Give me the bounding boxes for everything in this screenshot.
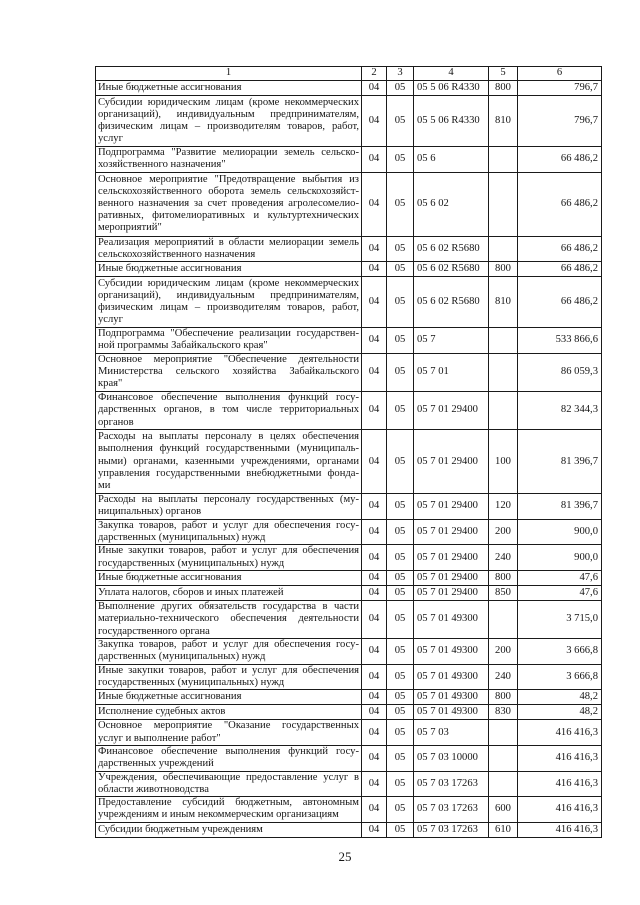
section-code-cell: 04 [362, 746, 387, 772]
text-line: хозяйственного назначения" [98, 159, 226, 171]
amount-cell: 66 486,2 [518, 237, 602, 263]
column-header-4: 4 [414, 67, 489, 81]
target-article-code-cell: 05 6 02 R5680 [414, 237, 489, 263]
section-code-cell: 04 [362, 586, 387, 601]
text-line: физическим лицам – производителям товаров, работ, [98, 121, 359, 132]
amount-cell: 48,2 [518, 690, 602, 705]
text-line: Министерства сельского хозяйства Забайкальского [98, 366, 359, 378]
text-line: Основное мероприятие "Предотвращение выбытия из [98, 173, 359, 185]
text-line: государственного органа [98, 625, 210, 637]
amount-cell: 416 416,3 [518, 746, 602, 772]
row-name-cell [96, 262, 362, 277]
expense-type-code-cell [489, 147, 518, 173]
row-name-cell [96, 720, 362, 746]
text-line: Закупка товаров, работ и услуг для обеспечения госу- [98, 639, 359, 651]
table-row [96, 665, 602, 691]
subsection-code-cell: 05 [387, 746, 414, 772]
subsection-code-cell: 05 [387, 705, 414, 720]
text-line: управления государственными внебюджетными фонда- [98, 467, 359, 479]
section-code-cell: 04 [362, 392, 387, 430]
table-row [96, 237, 602, 263]
section-code-cell: 04 [362, 639, 387, 665]
subsection-code-cell: 05 [387, 354, 414, 392]
text-line: Иные бюджетные ассигнования [98, 81, 242, 93]
row-name-text [98, 639, 359, 663]
target-article-code-cell: 05 7 01 49300 [414, 705, 489, 720]
subsection-code-cell: 05 [387, 665, 414, 691]
subsection-code-cell: 05 [387, 823, 414, 838]
section-code-cell: 04 [362, 571, 387, 586]
section-code-cell: 04 [362, 797, 387, 823]
column-header-1: 1 [96, 67, 362, 81]
table-row [96, 96, 602, 147]
row-name-text [98, 431, 359, 492]
expense-type-code-cell [489, 237, 518, 263]
text-line: Субсидии юридическим лицам (кроме некоммерческих [98, 96, 359, 108]
amount-cell: 81 396,7 [518, 494, 602, 520]
amount-cell: 66 486,2 [518, 173, 602, 237]
row-name-text [98, 572, 359, 584]
amount-cell: 3 715,0 [518, 601, 602, 639]
target-article-code-cell: 05 5 06 R4330 [414, 96, 489, 147]
text-line: государственных (муниципальных) нужд [98, 557, 285, 569]
table-row [96, 262, 602, 277]
expense-type-code-cell: 800 [489, 571, 518, 586]
row-name-cell [96, 520, 362, 546]
subsection-code-cell: 05 [387, 639, 414, 665]
subsection-code-cell: 05 [387, 545, 414, 571]
text-line: услуг [98, 133, 123, 145]
row-name-text [98, 392, 359, 429]
expense-type-code-cell: 850 [489, 586, 518, 601]
column-header-6: 6 [518, 67, 602, 81]
row-name-cell [96, 328, 362, 354]
table-row [96, 720, 602, 746]
text-line: Уплата налогов, сборов и иных платежей [98, 586, 284, 598]
amount-cell: 533 866,6 [518, 328, 602, 354]
target-article-code-cell: 05 5 06 R4330 [414, 81, 489, 96]
subsection-code-cell: 05 [387, 81, 414, 96]
row-name-text [98, 97, 359, 146]
text-line: дарственных (муниципальных) нужд [98, 532, 266, 544]
text-line: организаций), индивидуальным предпринимателям, [98, 289, 359, 301]
text-line: услуг и выполнение работ" [98, 732, 221, 744]
row-name-cell [96, 147, 362, 173]
column-header-3: 3 [387, 67, 414, 81]
text-line: Реализация мероприятий в области мелиорации земель [98, 236, 359, 248]
row-name-cell [96, 277, 362, 328]
text-line: Закупка товаров, работ и услуг для обеспечения госу- [98, 519, 359, 531]
amount-cell: 416 416,3 [518, 823, 602, 838]
target-article-code-cell: 05 6 02 [414, 173, 489, 237]
section-code-cell: 04 [362, 262, 387, 277]
section-code-cell: 04 [362, 545, 387, 571]
row-name-text [98, 545, 359, 569]
text-line: дарственных органов, в том числе территориальных [98, 404, 359, 416]
expense-type-code-cell: 600 [489, 797, 518, 823]
row-name-text [98, 797, 359, 821]
subsection-code-cell: 05 [387, 392, 414, 430]
row-name-cell [96, 173, 362, 237]
subsection-code-cell: 05 [387, 772, 414, 798]
row-name-text [98, 824, 359, 836]
expense-type-code-cell: 800 [489, 81, 518, 96]
amount-cell: 47,6 [518, 571, 602, 586]
text-line: сельскохозяйственного назначения [98, 248, 256, 260]
table-row [96, 690, 602, 705]
row-name-text [98, 328, 359, 352]
text-line: Субсидии бюджетным учреждениям [98, 823, 263, 835]
row-name-text [98, 494, 359, 518]
section-code-cell: 04 [362, 772, 387, 798]
text-line: Расходы на выплаты персоналу государственных (му- [98, 494, 359, 506]
expense-type-code-cell [489, 392, 518, 430]
row-name-text [98, 354, 359, 391]
section-code-cell: 04 [362, 601, 387, 639]
text-line: физическим лицам – производителям товаров, работ, [98, 302, 359, 314]
target-article-code-cell: 05 7 01 29400 [414, 520, 489, 546]
text-line: области животноводства [98, 783, 209, 795]
table-row [96, 147, 602, 173]
expense-type-code-cell [489, 328, 518, 354]
amount-cell: 3 666,8 [518, 665, 602, 691]
expense-type-code-cell: 120 [489, 494, 518, 520]
text-line: выполнения функций государственными (муниципаль- [98, 443, 359, 455]
target-article-code-cell: 05 7 01 29400 [414, 571, 489, 586]
target-article-code-cell: 05 7 [414, 328, 489, 354]
row-name-text [98, 601, 359, 638]
target-article-code-cell: 05 6 02 R5680 [414, 262, 489, 277]
section-code-cell: 04 [362, 494, 387, 520]
table-row [96, 392, 602, 430]
section-code-cell: 04 [362, 665, 387, 691]
text-line: Исполнение судебных актов [98, 706, 226, 718]
text-line: органов [98, 416, 134, 428]
section-code-cell: 04 [362, 237, 387, 263]
text-line: Иные закупки товаров, работ и услуг для обеспечения [98, 664, 359, 676]
amount-cell: 3 666,8 [518, 639, 602, 665]
text-line: сельскохозяйственного оборота земель сельскохозяйст- [98, 185, 359, 197]
row-name-cell [96, 586, 362, 601]
expense-type-code-cell: 240 [489, 545, 518, 571]
amount-cell: 796,7 [518, 96, 602, 147]
row-name-text [98, 237, 359, 261]
expense-type-code-cell: 100 [489, 430, 518, 494]
row-name-cell [96, 571, 362, 586]
subsection-code-cell: 05 [387, 494, 414, 520]
target-article-code-cell: 05 7 01 29400 [414, 586, 489, 601]
expense-type-code-cell: 200 [489, 520, 518, 546]
section-code-cell: 04 [362, 173, 387, 237]
expense-type-code-cell: 200 [489, 639, 518, 665]
section-code-cell: 04 [362, 520, 387, 546]
text-line: организаций), индивидуальным предпринимателям, [98, 108, 359, 120]
table-row [96, 772, 602, 798]
section-code-cell: 04 [362, 705, 387, 720]
table-row [96, 797, 602, 823]
table-row [96, 520, 602, 546]
subsection-code-cell: 05 [387, 797, 414, 823]
row-name-cell [96, 665, 362, 691]
target-article-code-cell: 05 7 01 29400 [414, 430, 489, 494]
table-row [96, 639, 602, 665]
target-article-code-cell: 05 7 01 29400 [414, 545, 489, 571]
subsection-code-cell: 05 [387, 237, 414, 263]
row-name-text [98, 520, 359, 544]
subsection-code-cell: 05 [387, 720, 414, 746]
column-header-5: 5 [489, 67, 518, 81]
expense-type-code-cell [489, 173, 518, 237]
amount-cell: 86 059,3 [518, 354, 602, 392]
text-line: государственных (муниципальных) нужд [98, 677, 285, 689]
row-name-text [98, 746, 359, 770]
section-code-cell: 04 [362, 354, 387, 392]
target-article-code-cell: 05 7 01 49300 [414, 665, 489, 691]
text-line: Финансовое обеспечение выполнения функций госу- [98, 392, 359, 404]
text-line: дарственных учреждений [98, 758, 214, 770]
row-name-cell [96, 96, 362, 147]
row-name-cell [96, 797, 362, 823]
expense-type-code-cell: 810 [489, 96, 518, 147]
text-line: ративных, фитомелиоративных и культуртехнических [98, 210, 359, 222]
table-row [96, 494, 602, 520]
amount-cell: 82 344,3 [518, 392, 602, 430]
text-line: Иные закупки товаров, работ и услуг для обеспечения [98, 545, 359, 557]
text-line: Предоставление субсидий бюджетным, автономным [98, 797, 359, 809]
expense-type-code-cell: 240 [489, 665, 518, 691]
section-code-cell: 04 [362, 81, 387, 96]
table-row [96, 354, 602, 392]
amount-cell: 66 486,2 [518, 262, 602, 277]
target-article-code-cell: 05 7 03 10000 [414, 746, 489, 772]
row-name-cell [96, 690, 362, 705]
row-name-cell [96, 237, 362, 263]
amount-cell: 416 416,3 [518, 797, 602, 823]
target-article-code-cell: 05 7 03 17263 [414, 797, 489, 823]
row-name-text [98, 691, 359, 703]
row-name-cell [96, 639, 362, 665]
row-name-cell [96, 494, 362, 520]
expense-type-code-cell [489, 354, 518, 392]
text-line: дарственных (муниципальных) нужд [98, 651, 266, 663]
budget-table [95, 66, 602, 838]
amount-cell: 47,6 [518, 586, 602, 601]
table-row [96, 81, 602, 96]
expense-type-code-cell [489, 772, 518, 798]
target-article-code-cell: 05 7 01 49300 [414, 690, 489, 705]
text-line: ной программы Забайкальского края" [98, 340, 268, 352]
row-name-cell [96, 545, 362, 571]
target-article-code-cell: 05 7 01 49300 [414, 639, 489, 665]
text-line: Выполнение других обязательств государства в части [98, 601, 359, 613]
subsection-code-cell: 05 [387, 586, 414, 601]
expense-type-code-cell: 830 [489, 705, 518, 720]
text-line: венного назначения за счет проведения агролесомелио- [98, 197, 359, 209]
table-row [96, 545, 602, 571]
text-line: Подпрограмма "Развитие мелиорации земель сельско- [98, 147, 359, 159]
expense-type-code-cell: 800 [489, 262, 518, 277]
table-row [96, 823, 602, 838]
row-name-text [98, 278, 359, 327]
table-row [96, 601, 602, 639]
row-name-cell [96, 392, 362, 430]
text-line: ными) органами, казенными учреждениями, органами [98, 455, 359, 467]
text-line: ниципальных) органов [98, 506, 202, 518]
row-name-text [98, 82, 359, 94]
row-name-text [98, 720, 359, 744]
subsection-code-cell: 05 [387, 430, 414, 494]
target-article-code-cell: 05 7 03 17263 [414, 772, 489, 798]
section-code-cell: 04 [362, 277, 387, 328]
amount-cell: 66 486,2 [518, 277, 602, 328]
target-article-code-cell: 05 7 01 29400 [414, 494, 489, 520]
subsection-code-cell: 05 [387, 571, 414, 586]
table-row [96, 430, 602, 494]
amount-cell: 416 416,3 [518, 772, 602, 798]
target-article-code-cell: 05 7 01 29400 [414, 392, 489, 430]
amount-cell: 900,0 [518, 545, 602, 571]
text-line: Субсидии юридическим лицам (кроме некоммерческих [98, 277, 359, 289]
row-name-cell [96, 746, 362, 772]
table-row [96, 586, 602, 601]
section-code-cell: 04 [362, 823, 387, 838]
table-row [96, 277, 602, 328]
row-name-cell [96, 601, 362, 639]
table-row [96, 705, 602, 720]
text-line: Подпрограмма "Обеспечение реализации государствен- [98, 328, 359, 340]
row-name-text [98, 147, 359, 171]
table-row [96, 328, 602, 354]
table-header-row [96, 67, 602, 81]
amount-cell: 796,7 [518, 81, 602, 96]
row-name-text [98, 587, 359, 599]
row-name-text [98, 772, 359, 796]
amount-cell: 900,0 [518, 520, 602, 546]
text-line: Иные бюджетные ассигнования [98, 691, 242, 703]
text-line: материально-технического обеспечения деятельности [98, 613, 359, 625]
row-name-text [98, 174, 359, 235]
row-name-cell [96, 430, 362, 494]
text-line: Расходы на выплаты персоналу в целях обеспечения [98, 431, 359, 443]
table-row [96, 173, 602, 237]
text-line: Учреждения, обеспечивающие предоставление услуг в [98, 771, 359, 783]
expense-type-code-cell: 800 [489, 690, 518, 705]
subsection-code-cell: 05 [387, 328, 414, 354]
target-article-code-cell: 05 7 03 17263 [414, 823, 489, 838]
amount-cell: 66 486,2 [518, 147, 602, 173]
page-number: 25 [338, 849, 352, 864]
row-name-cell [96, 772, 362, 798]
text-line: ми [98, 479, 111, 491]
expense-type-code-cell: 810 [489, 277, 518, 328]
amount-cell: 416 416,3 [518, 720, 602, 746]
subsection-code-cell: 05 [387, 520, 414, 546]
row-name-cell [96, 81, 362, 96]
text-line: Иные бюджетные ассигнования [98, 571, 242, 583]
target-article-code-cell: 05 6 [414, 147, 489, 173]
text-line: края" [98, 378, 123, 390]
amount-cell: 48,2 [518, 705, 602, 720]
table-row [96, 571, 602, 586]
target-article-code-cell: 05 7 03 [414, 720, 489, 746]
section-code-cell: 04 [362, 690, 387, 705]
text-line: Иные бюджетные ассигнования [98, 263, 242, 275]
subsection-code-cell: 05 [387, 277, 414, 328]
subsection-code-cell: 05 [387, 147, 414, 173]
row-name-text [98, 263, 359, 275]
text-line: мероприятий" [98, 222, 162, 234]
section-code-cell: 04 [362, 328, 387, 354]
section-code-cell: 04 [362, 430, 387, 494]
subsection-code-cell: 05 [387, 262, 414, 277]
row-name-cell [96, 354, 362, 392]
expense-type-code-cell: 610 [489, 823, 518, 838]
target-article-code-cell: 05 6 02 R5680 [414, 277, 489, 328]
row-name-cell [96, 823, 362, 838]
expense-type-code-cell [489, 601, 518, 639]
table-row [96, 746, 602, 772]
text-line: услуг [98, 314, 123, 326]
section-code-cell: 04 [362, 147, 387, 173]
subsection-code-cell: 05 [387, 96, 414, 147]
row-name-text [98, 665, 359, 689]
expense-type-code-cell [489, 720, 518, 746]
text-line: Основное мероприятие "Обеспечение деятельности [98, 354, 359, 366]
column-header-2: 2 [362, 67, 387, 81]
target-article-code-cell: 05 7 01 49300 [414, 601, 489, 639]
subsection-code-cell: 05 [387, 690, 414, 705]
section-code-cell: 04 [362, 720, 387, 746]
row-name-text [98, 706, 359, 718]
text-line: Основное мероприятие "Оказание государственных [98, 720, 359, 732]
amount-cell: 81 396,7 [518, 430, 602, 494]
row-name-cell [96, 705, 362, 720]
expense-type-code-cell [489, 746, 518, 772]
section-code-cell: 04 [362, 96, 387, 147]
text-line: Финансовое обеспечение выполнения функций госу- [98, 746, 359, 757]
subsection-code-cell: 05 [387, 173, 414, 237]
subsection-code-cell: 05 [387, 601, 414, 639]
text-line: учреждениям и иным некоммерческим организациям [98, 809, 339, 821]
target-article-code-cell: 05 7 01 [414, 354, 489, 392]
